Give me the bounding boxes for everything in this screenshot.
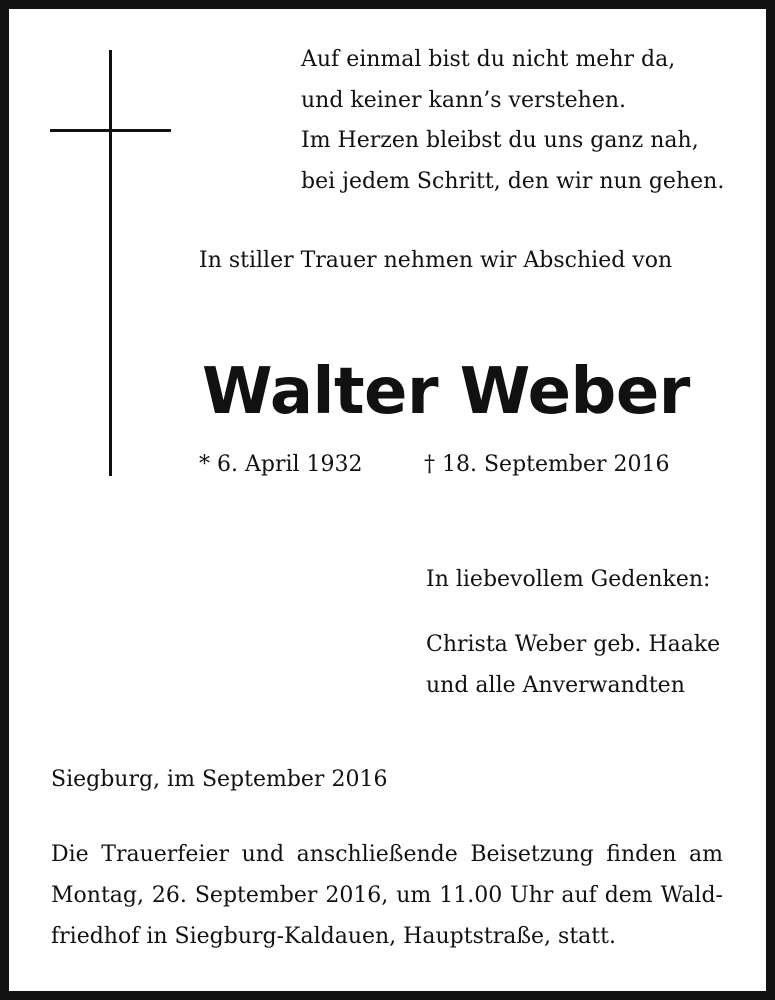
mourner-line: Christa Weber geb. Haake xyxy=(426,632,721,657)
cross-vertical-bar xyxy=(109,50,112,476)
mourners-list xyxy=(426,624,720,706)
funeral-details xyxy=(51,834,723,957)
poem-line: Auf einmal bist du nicht mehr da, xyxy=(301,47,676,72)
funeral-line: Montag, 26. September 2016, um 11.00 Uhr auf dem Wald- xyxy=(51,883,723,908)
memorial-heading: In liebevollem Gedenken: xyxy=(426,567,711,592)
farewell-intro: In stiller Trauer nehmen wir Abschied von xyxy=(199,248,673,273)
cross-horizontal-bar xyxy=(50,129,171,132)
poem-line: und keiner kann’s verstehen. xyxy=(301,87,627,113)
mourner-line: und alle Anverwandten xyxy=(426,673,685,698)
funeral-line: Die Trauerfeier und anschließende Beisetzung finden am xyxy=(51,842,723,867)
poem-line: bei jedem Schritt, den wir nun gehen. xyxy=(301,168,725,194)
place-and-date: Siegburg, im September 2016 xyxy=(51,767,388,792)
deceased-name: Walter Weber xyxy=(202,355,690,429)
poem xyxy=(301,40,724,202)
funeral-line: friedhof in Siegburg-Kaldauen, Hauptstraße, statt. xyxy=(51,924,616,949)
birth-date: * 6. April 1932 xyxy=(199,452,363,477)
death-date: † 18. September 2016 xyxy=(424,452,670,477)
poem-line: Im Herzen bleibst du uns ganz nah, xyxy=(301,128,699,153)
